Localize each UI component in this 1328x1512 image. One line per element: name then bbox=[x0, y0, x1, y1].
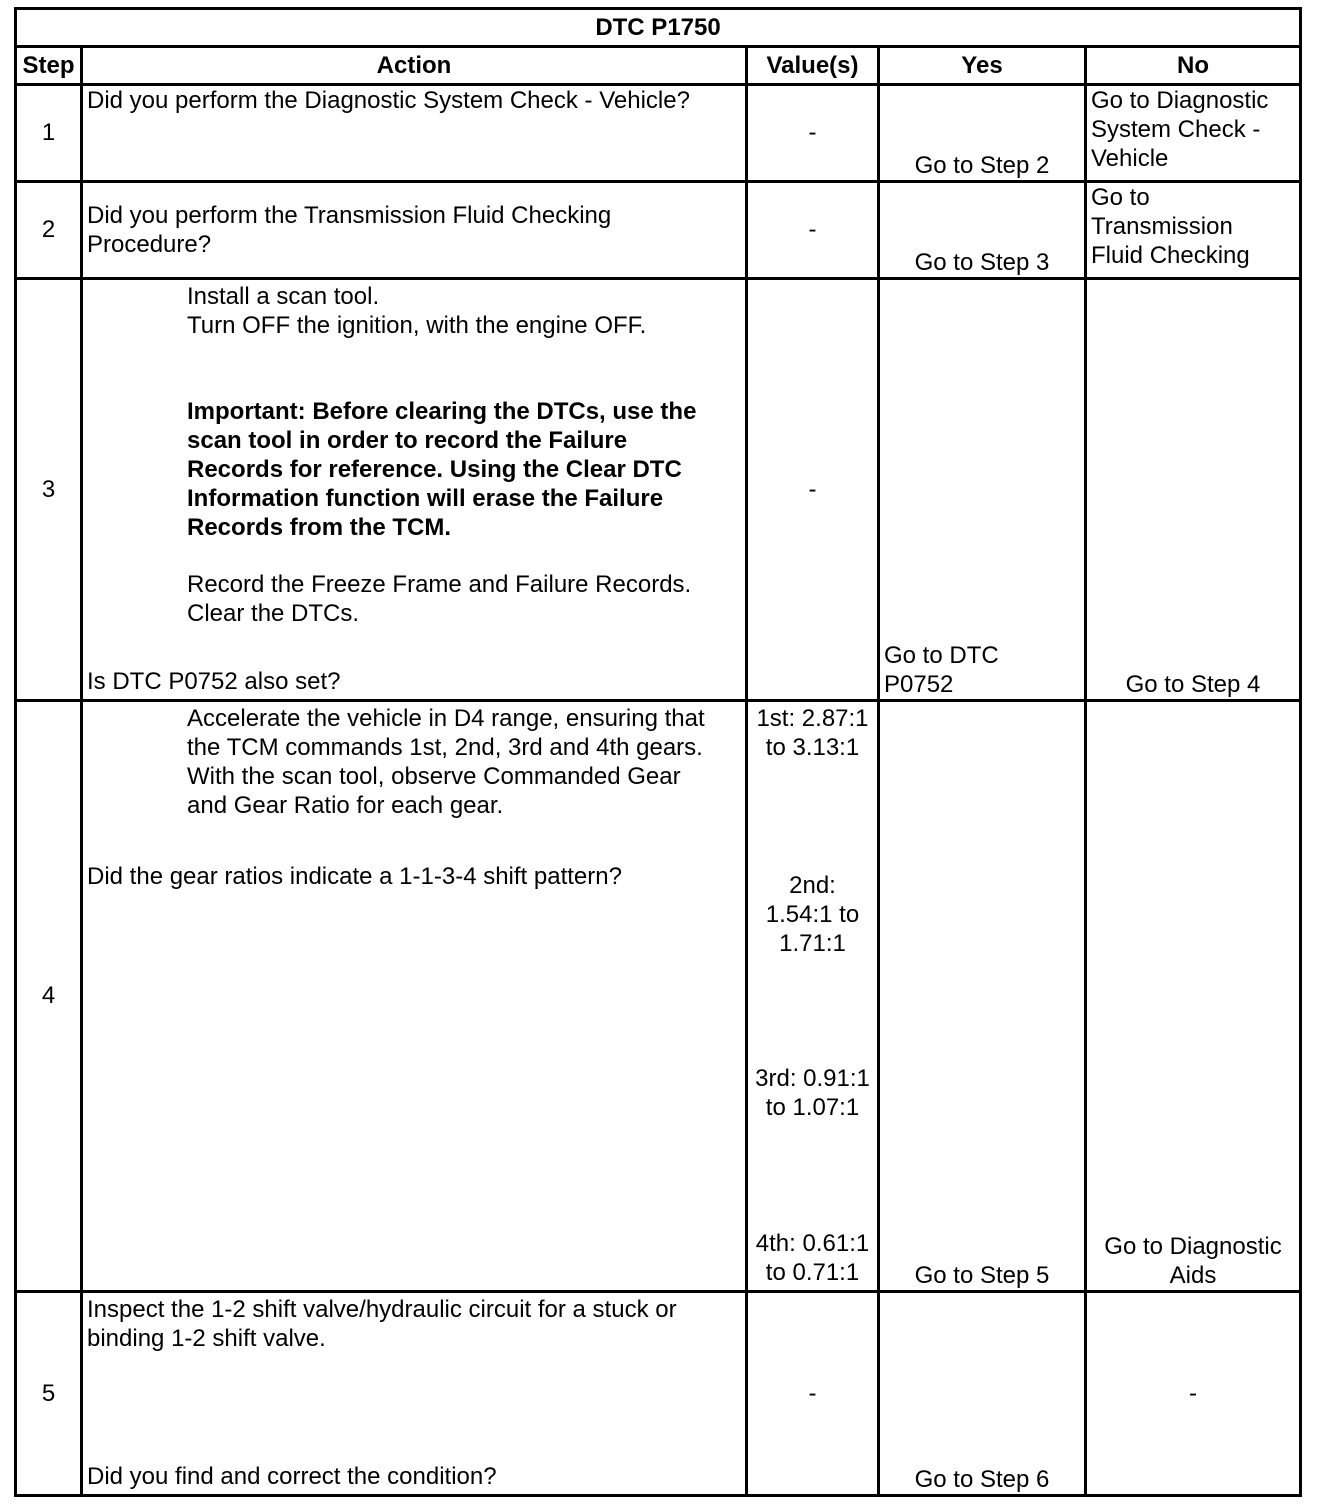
no-cell bbox=[1086, 279, 1301, 701]
table-row bbox=[16, 701, 1301, 1292]
yes-cell bbox=[879, 701, 1086, 1292]
step-number: 2 bbox=[16, 182, 82, 279]
instructions-block: Install a scan tool. Turn OFF the ignition, with the engine OFF. bbox=[187, 283, 647, 339]
yes-link[interactable]: Go to Step 3 bbox=[914, 249, 1050, 276]
gear-ratio-3rd: 3rd: 0.91:1 to 1.07:1 bbox=[755, 1065, 870, 1121]
step-number: 1 bbox=[16, 85, 82, 182]
value-cell: - bbox=[747, 182, 879, 279]
table-title: DTC P1750 bbox=[16, 9, 1301, 47]
action-cell bbox=[82, 85, 747, 182]
no-link[interactable]: Go to Diagnostic Aids bbox=[1104, 1233, 1282, 1289]
table-row bbox=[16, 85, 1301, 182]
value-cell: - bbox=[747, 1292, 879, 1496]
no-link[interactable]: Go to Diagnostic System Check - Vehicle bbox=[1091, 87, 1269, 172]
action-question: Is DTC P0752 also set? bbox=[87, 668, 341, 695]
no-cell bbox=[1086, 701, 1301, 1292]
diagnostic-table-wrapper bbox=[14, 7, 1299, 1497]
action-question: Did the gear ratios indicate a 1-1-3-4 shift pattern? bbox=[87, 863, 622, 890]
header-yes: Yes bbox=[879, 47, 1086, 85]
no-cell: - bbox=[1086, 1292, 1301, 1496]
header-no: No bbox=[1086, 47, 1301, 85]
yes-link[interactable]: Go to Step 5 bbox=[914, 1262, 1050, 1289]
diagnostic-table bbox=[14, 7, 1302, 1497]
table-row bbox=[16, 1292, 1301, 1496]
value-cell: - bbox=[747, 85, 879, 182]
action-question: Did you perform the Diagnostic System Check - Vehicle? bbox=[87, 87, 690, 114]
step-number: 4 bbox=[16, 701, 82, 1292]
no-cell bbox=[1086, 85, 1301, 182]
action-question: Did you find and correct the condition? bbox=[87, 1463, 497, 1490]
action-cell bbox=[82, 701, 747, 1292]
yes-cell bbox=[879, 85, 1086, 182]
no-cell bbox=[1086, 182, 1301, 279]
value-cell bbox=[747, 701, 879, 1292]
yes-link[interactable]: Go to Step 6 bbox=[914, 1466, 1050, 1493]
header-step: Step bbox=[16, 47, 82, 85]
yes-cell bbox=[879, 279, 1086, 701]
header-values: Value(s) bbox=[747, 47, 879, 85]
table-title-row bbox=[16, 9, 1301, 47]
instructions-block: Inspect the 1-2 shift valve/hydraulic circuit for a stuck or binding 1-2 shift valve. bbox=[87, 1296, 677, 1352]
yes-link[interactable]: Go to Step 2 bbox=[914, 152, 1050, 179]
yes-cell bbox=[879, 182, 1086, 279]
instructions-block: Accelerate the vehicle in D4 range, ensuring that the TCM commands 1st, 2nd, 3rd and 4th gears. With the scan tool, observe Commanded Gear and Gear Ratio for each gear. bbox=[187, 705, 705, 819]
instructions-block: Record the Freeze Frame and Failure Records. Clear the DTCs. bbox=[187, 571, 692, 627]
gear-ratio-4th: 4th: 0.61:1 to 0.71:1 bbox=[755, 1230, 870, 1286]
important-note: Important: Before clearing the DTCs, use the scan tool in order to record the Failure Records for reference. Using the Clear DTC Information function will erase the Failure Records from the TCM. bbox=[187, 398, 697, 541]
action-cell bbox=[82, 279, 747, 701]
yes-cell bbox=[879, 1292, 1086, 1496]
no-link[interactable]: Go to Step 4 bbox=[1125, 671, 1261, 698]
table-row bbox=[16, 182, 1301, 279]
value-cell: - bbox=[747, 279, 879, 701]
action-cell: Did you perform the Transmission Fluid Checking Procedure? bbox=[82, 182, 747, 279]
step-number: 3 bbox=[16, 279, 82, 701]
step-number: 5 bbox=[16, 1292, 82, 1496]
gear-ratio-2nd: 2nd: 1.54:1 to 1.71:1 bbox=[765, 872, 860, 957]
yes-link[interactable]: Go to DTC P0752 bbox=[884, 642, 999, 698]
gear-ratio-1st: 1st: 2.87:1 to 3.13:1 bbox=[756, 705, 869, 761]
header-action: Action bbox=[82, 47, 747, 85]
table-row bbox=[16, 279, 1301, 701]
no-link[interactable]: Go to Transmission Fluid Checking bbox=[1091, 184, 1250, 269]
table-header-row bbox=[16, 47, 1301, 85]
action-cell bbox=[82, 1292, 747, 1496]
